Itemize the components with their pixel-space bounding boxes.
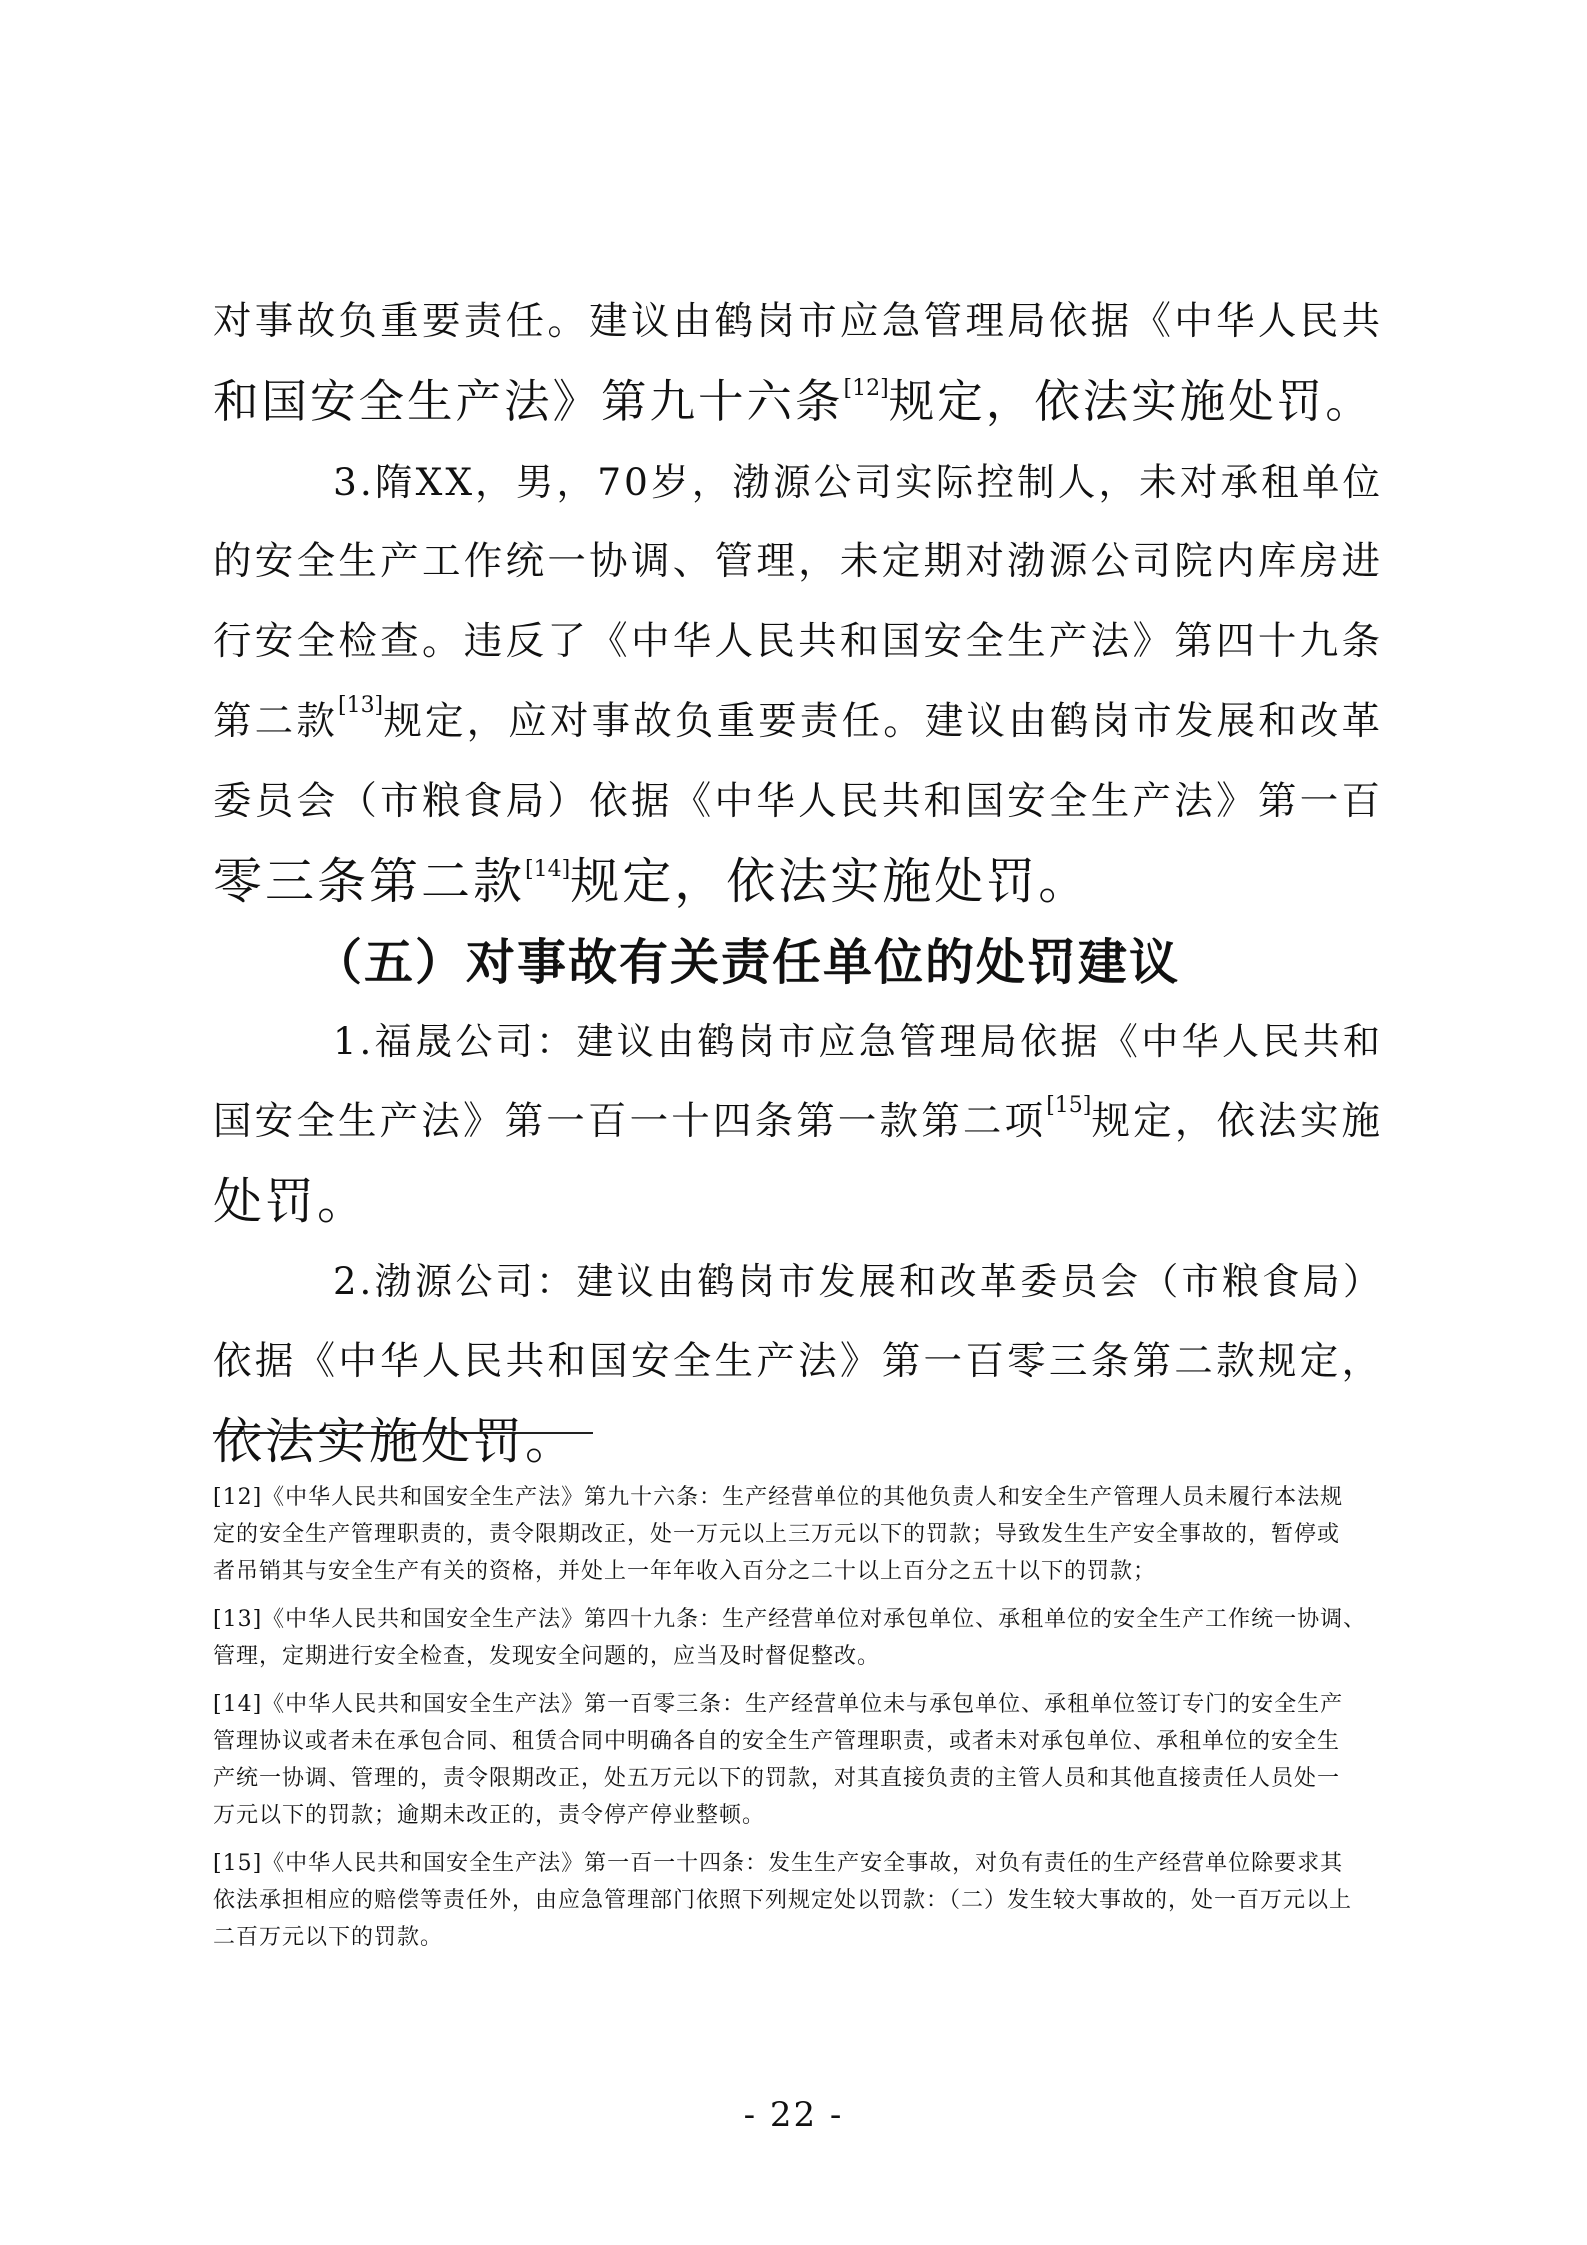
- footnote-15: 依法承担相应的赔偿等责任外，由应急管理部门依照下列规定处以罚款：（二）发生较大事故的，处一百万元以上: [213, 1888, 1353, 1913]
- body-line: 委员会（市粮食局）依据《中华人民共和国安全生产法》第一百: [213, 779, 1383, 824]
- body-text: 第二款: [213, 699, 338, 744]
- footnote-15: [15]《中华人民共和国安全生产法》第一百一十四条：发生生产安全事故，对负有责任的生产经营单位除要求其: [213, 1851, 1344, 1876]
- footnote-14: 产统一协调、管理的，责令限期改正，处五万元以下的罚款，对其直接负责的主管人员和其他直接责任人员处一: [213, 1766, 1341, 1791]
- body-line: [213, 852, 1383, 912]
- body-text: 国安全生产法》第一百一十四条第一款第二项: [213, 1099, 1047, 1144]
- body-text: 和国安全生产法》第九十六条: [213, 375, 844, 428]
- footnote-ref-14[interactable]: [14]: [525, 857, 571, 882]
- body-line: 行安全检查。违反了《中华人民共和国安全生产法》第四十九条: [213, 619, 1383, 664]
- footnote-ref-15[interactable]: [15]: [1046, 1093, 1092, 1118]
- footnote-12: 者吊销其与安全生产有关的资格，并处上一年年收入百分之二十以上百分之五十以下的罚款；: [213, 1559, 1157, 1584]
- footnote-divider: [213, 1432, 593, 1434]
- body-text: 零三条第二款: [213, 853, 526, 910]
- body-text: 规定，依法实施处罚。: [888, 375, 1374, 428]
- body-line: [213, 1092, 1383, 1152]
- footnote-13: [13]《中华人民共和国安全生产法》第四十九条：生产经营单位对承包单位、承租单位的安全生产工作统一协调、: [213, 1607, 1367, 1632]
- page-number: - 22 -: [743, 2095, 844, 2135]
- body-line: 对事故负重要责任。建议由鹤岗市应急管理局依据《中华人民共: [213, 299, 1383, 344]
- body-line: [213, 372, 1383, 432]
- body-line: 2.渤源公司：建议由鹤岗市发展和改革委员会（市粮食局）: [333, 1260, 1383, 1303]
- footnote-15: 二百万元以下的罚款。: [213, 1925, 444, 1950]
- footnote-ref-12[interactable]: [12]: [843, 376, 889, 401]
- section-heading: （五）对事故有关责任单位的处罚建议: [313, 933, 1181, 991]
- body-line: 1.福晟公司：建议由鹤岗市应急管理局依据《中华人民共和: [333, 1020, 1383, 1063]
- footnote-14: [14]《中华人民共和国安全生产法》第一百零三条：生产经营单位未与承包单位、承租单位签订专门的安全生产: [213, 1692, 1344, 1717]
- body-line: 的安全生产工作统一协调、管理，未定期对渤源公司院内库房进: [213, 539, 1383, 584]
- footnote-14: 管理协议或者未在承包合同、租赁合同中明确各自的安全生产管理职责，或者未对承包单位、承租单位的安全生: [213, 1729, 1341, 1754]
- body-line: [213, 692, 1383, 752]
- footnote-14: 万元以下的罚款；逾期未改正的，责令停产停业整顿。: [213, 1803, 766, 1828]
- body-text: 规定，依法实施: [1091, 1099, 1383, 1144]
- body-text: 规定，依法实施处罚。: [570, 853, 1091, 910]
- body-line: 依法实施处罚。: [213, 1413, 578, 1470]
- body-line: 依据《中华人民共和国安全生产法》第一百零三条第二款规定，: [213, 1339, 1383, 1384]
- footnote-12: 定的安全生产管理职责的，责令限期改正，处一万元以上三万元以下的罚款；导致发生生产安全事故的，暂停或: [213, 1522, 1341, 1547]
- footnote-12: [12]《中华人民共和国安全生产法》第九十六条：生产经营单位的其他负责人和安全生产管理人员未履行本法规: [213, 1485, 1344, 1510]
- body-text: 规定，应对事故负重要责任。建议由鹤岗市发展和改革: [383, 699, 1383, 744]
- body-line: 处罚。: [213, 1173, 370, 1230]
- footnote-13: 管理，定期进行安全检查，发现安全问题的，应当及时督促整改。: [213, 1644, 881, 1669]
- body-line: 3.隋XX，男，70岁，渤源公司实际控制人，未对承租单位: [333, 460, 1383, 504]
- footnote-ref-13[interactable]: [13]: [337, 693, 384, 718]
